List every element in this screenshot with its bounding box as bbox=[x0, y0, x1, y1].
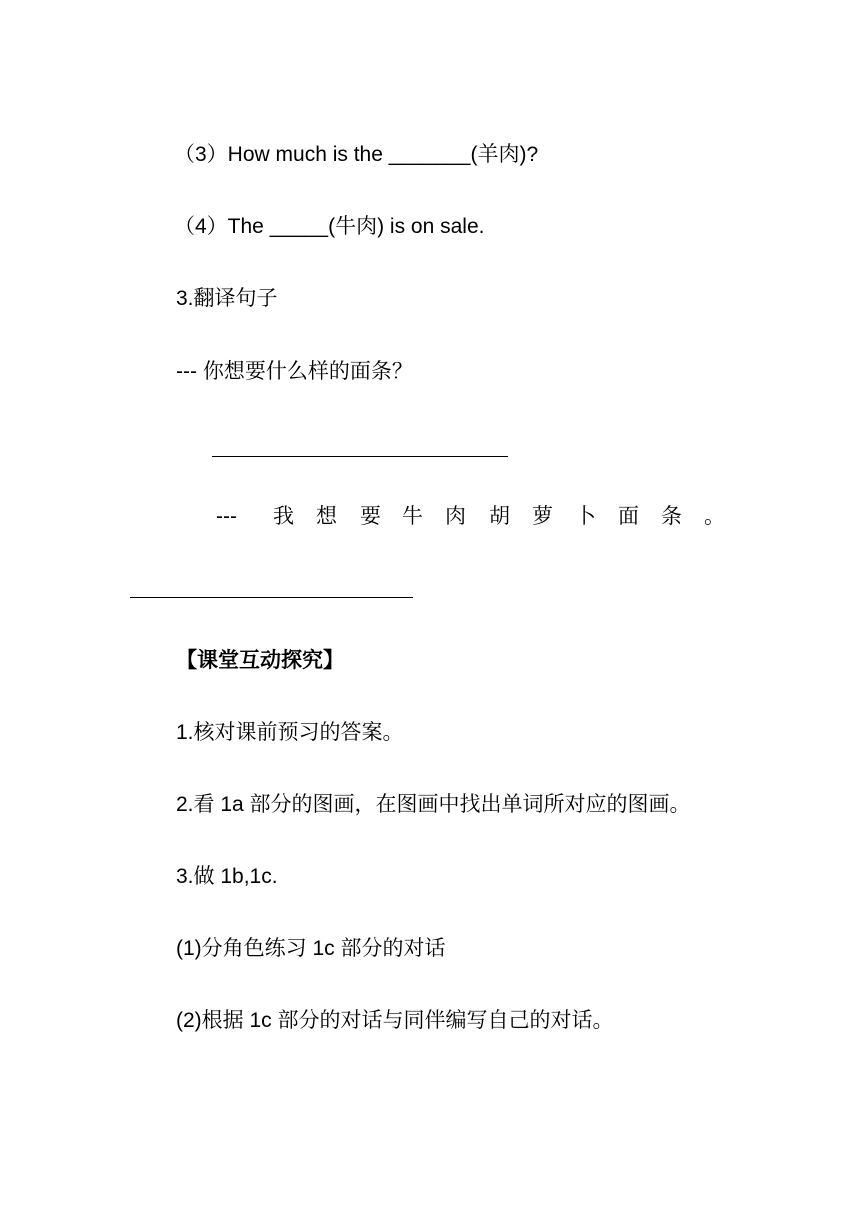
sentence-char: 要 bbox=[360, 505, 381, 528]
sentence-char: 条 bbox=[661, 505, 682, 528]
translate-sentence-1: --- 你想要什么样的面条？ bbox=[176, 360, 413, 383]
sentence-char: 。 bbox=[704, 505, 725, 528]
answer-blank-1[interactable] bbox=[212, 456, 508, 457]
answer-blank-2[interactable] bbox=[130, 597, 413, 598]
translate-sentence-2 bbox=[216, 505, 725, 528]
sentence-char: 胡 bbox=[489, 505, 510, 528]
sentence-char: 我 bbox=[273, 505, 294, 528]
step-3-2: (2)根据 1c 部分的对话与同伴编写自己的对话。 bbox=[176, 1009, 614, 1032]
step-3-1: (1)分角色练习 1c 部分的对话 bbox=[176, 937, 446, 960]
question-3: （3）How much is the _______(羊肉)? bbox=[174, 143, 539, 166]
sentence-char: 卜 bbox=[575, 505, 596, 528]
sentence-char: 面 bbox=[618, 505, 639, 528]
step-3: 3.做 1b,1c. bbox=[176, 865, 278, 888]
classroom-heading: 【课堂互动探究】 bbox=[176, 649, 344, 672]
sentence-char: 肉 bbox=[445, 505, 466, 528]
sentence-char: 萝 bbox=[532, 505, 553, 528]
question-4: （4）The _____(牛肉) is on sale. bbox=[174, 215, 485, 238]
sentence-char: 想 bbox=[316, 505, 337, 528]
step-2: 2.看 1a 部分的图画，在图画中找出单词所对应的图画。 bbox=[176, 793, 691, 816]
step-1: 1.核对课前预习的答案。 bbox=[176, 721, 404, 744]
dash-prefix: --- bbox=[216, 505, 237, 528]
sentence-char: 牛 bbox=[402, 505, 423, 528]
translate-section-title: 3.翻译句子 bbox=[176, 287, 278, 310]
